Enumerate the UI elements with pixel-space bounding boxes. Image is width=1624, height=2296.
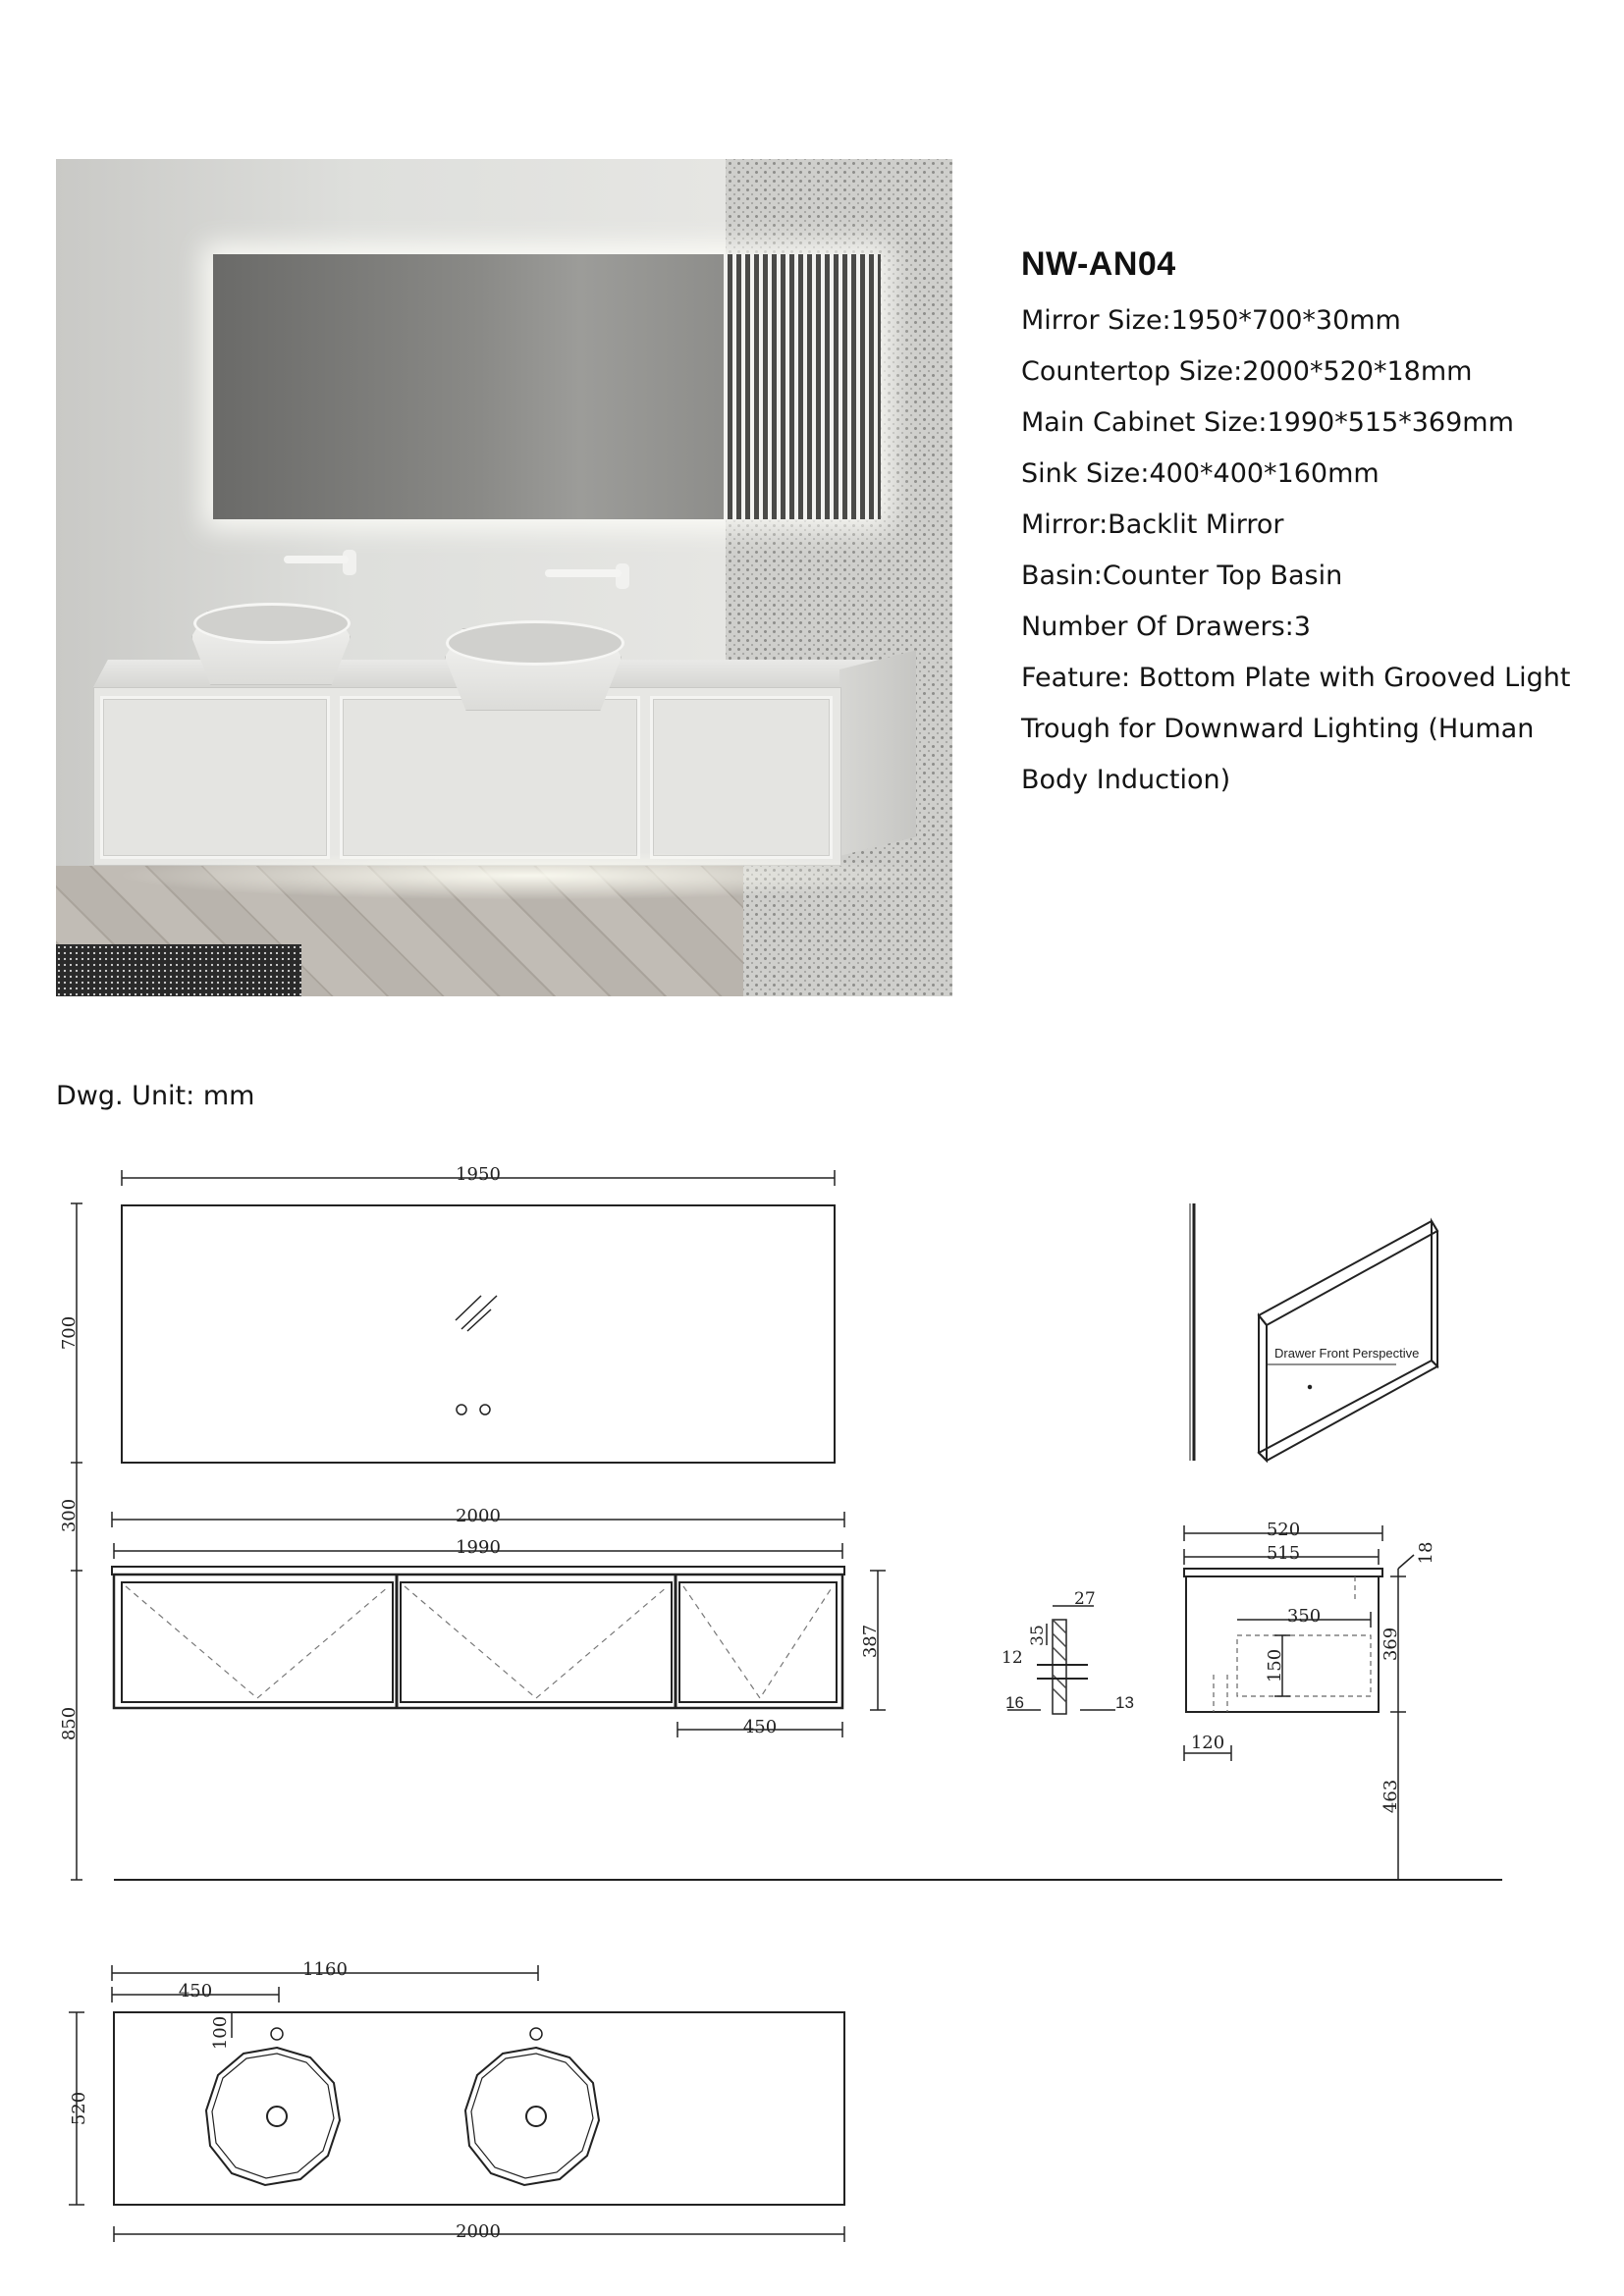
dim-side-trough-height: 150 [1265,1648,1285,1683]
front-mirror-view [71,1170,835,1880]
dim-side-cabinet-height: 369 [1380,1627,1401,1662]
spec-line-drawers: Number Of Drawers:3 [1021,612,1311,642]
spec-line-countertop-size: Countertop Size:2000*520*18mm [1021,356,1473,387]
dim-plan-width: 2000 [456,2221,501,2242]
dim-profile-12: 12 [1001,1648,1023,1668]
front-drawer-2 [401,1582,672,1702]
dim-cabinet-width: 1990 [456,1537,501,1558]
plan-tap-1 [271,2028,283,2040]
plan-basin-2 [465,2048,599,2185]
spec-line-feature-2: Trough for Downward Lighting (Human [1021,714,1535,744]
side-countertop [1184,1569,1382,1576]
plan-drain-1 [267,2107,287,2126]
mirror-switch-1 [457,1405,466,1415]
dim-plan-depth: 520 [69,2091,89,2126]
plan-view [69,1965,844,2242]
perspective-top-rail [1259,1221,1437,1325]
drawer-opening-lines [126,1586,833,1698]
dim-mirror-height: 700 [59,1315,80,1351]
cabinet-side-view [1184,1525,1414,1880]
spec-line-feature-1: Feature: Bottom Plate with Grooved Light [1021,663,1571,693]
dim-mirror-width: 1950 [456,1164,501,1185]
dim-profile-35: 35 [1028,1625,1048,1646]
front-drawer-1 [122,1582,393,1702]
dim-profile-16: 16 [1005,1693,1024,1712]
dim-side-light-offset: 120 [1190,1733,1225,1753]
spec-line-feature-3: Body Induction) [1021,765,1231,795]
mirror-switch-2 [480,1405,490,1415]
perspective-caption: Drawer Front Perspective [1274,1346,1420,1361]
spec-line-mirror: Mirror:Backlit Mirror [1021,509,1284,540]
spec-line-basin: Basin:Counter Top Basin [1021,561,1343,591]
dim-gap-above-cabinet: 300 [59,1498,80,1533]
front-cabinet-body [114,1575,842,1708]
dim-mount-height: 850 [59,1706,80,1741]
dim-side-floor-clearance: 463 [1380,1779,1401,1814]
dim-plan-basin-center-1: 450 [178,1981,213,2002]
dim-profile-13: 13 [1115,1693,1134,1712]
dim-plan-basin-center-2: 1160 [302,1959,348,1980]
dim-side-top-thickness: 18 [1416,1541,1436,1565]
dim-side-trough-width: 350 [1286,1606,1322,1627]
front-cabinet-view [112,1512,1502,1880]
mirror-outline [122,1205,835,1463]
spec-line-mirror-size: Mirror Size:1950*700*30mm [1021,305,1401,336]
dim-countertop-width: 2000 [456,1506,501,1526]
dim-drawer-width: 450 [742,1717,778,1737]
drawing-unit-label: Dwg. Unit: mm [56,1081,255,1111]
spec-line-cabinet-size: Main Cabinet Size:1990*515*369mm [1021,407,1514,438]
dim-side-cabinet-depth: 515 [1266,1543,1301,1564]
plan-tap-2 [530,2028,542,2040]
plan-drain-2 [526,2107,546,2126]
side-trough [1237,1635,1371,1696]
model-title: NW-AN04 [1021,245,1176,283]
front-drawer-3 [679,1582,837,1702]
dim-plan-tap-offset: 100 [210,2015,231,2051]
plan-basin-1 [206,2048,340,2185]
spec-line-sink-size: Sink Size:400*400*160mm [1021,458,1380,489]
dim-profile-27: 27 [1074,1589,1096,1609]
dim-side-top-depth: 520 [1266,1520,1301,1540]
dim-cabinet-height: 387 [860,1624,881,1659]
mirror-side-view [1190,1203,1437,1461]
mirror-glass-mark [456,1296,481,1320]
